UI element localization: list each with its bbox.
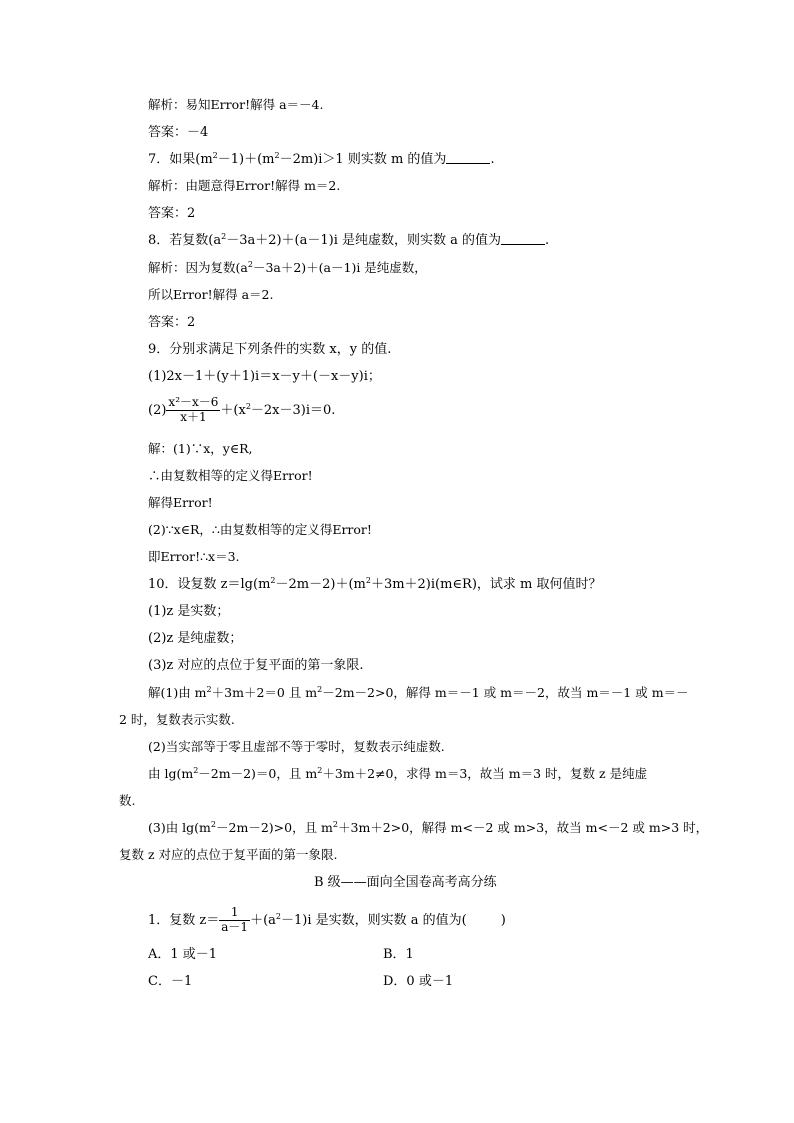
question-10-part-3: (3)z 对应的点位于复平面的第一象限.	[148, 658, 364, 673]
answer-line: 答案：－4	[148, 125, 209, 140]
question-b1: 1．复数 z＝ $\frac{1}{a-1}$ $+(a^2-1)i$ 是实数，则实数 a 的值为( )	[148, 905, 506, 934]
option-b: B．1	[383, 947, 414, 962]
answer-blank	[501, 234, 545, 245]
answer-line: 答案：2	[148, 315, 196, 330]
fraction: $\frac{1}{a-1}$	[221, 905, 249, 934]
solution-line: (3)由 $\lg(m^2-2m-2)>0$，且 $m^2+3m+2>0$，解得 m<－2 或 m>3，故当 m<－2 或 m>3 时，	[148, 820, 709, 835]
question-10: 10．设复数 $z=\lg(m^2-2m-2)+(m^2+3m+2)i(m\in R)$，试求 m 取何值时？	[148, 576, 602, 592]
analysis-line: 解析：因为复数$(a^2-3a+2)+(a-1)i$ 是纯虚数，	[148, 260, 427, 275]
solution-line: (2)当实部等于零且虚部不等于零时，复数表示纯虚数.	[148, 739, 445, 754]
answer-line: 答案：2	[148, 206, 196, 221]
solution-line: 即Error!∴x＝3.	[148, 549, 240, 564]
solution-line: 复数 z 对应的点位于复平面的第一象限.	[119, 847, 338, 862]
fraction: $\frac{\text{x²－x－6}}{x+1}$	[168, 395, 219, 424]
question-9-part-1: (1)2x－1＋(y＋1)i＝x－y＋(－x－y)i；	[148, 369, 381, 384]
analysis-line: 解析：易知Error!解得 a＝－4.	[148, 97, 324, 112]
solution-line: ∴由复数相等的定义得Error!	[148, 468, 313, 483]
analysis-line: 所以Error!解得 a＝2.	[148, 287, 274, 302]
analysis-line: 解析：由题意得Error!解得 m＝2.	[148, 178, 341, 193]
question-7: 7．如果$(m^2-1)+(m^2-2m)i>1$ 则实数 m 的值为 .	[148, 151, 495, 167]
solution-line: 数.	[119, 793, 136, 808]
question-8: 8．若复数$(a^2-3a+2)+(a-1)i$ 是纯虚数，则实数 a 的值为 .	[148, 232, 550, 248]
option-c: C．－1	[148, 974, 193, 989]
solution-line: 2 时，复数表示实数.	[119, 712, 235, 727]
solution-line: 解：(1)∵x，y∈R,	[148, 441, 253, 456]
question-9-part-2: (2) $\frac{\text{x²－x－6}}{x+1}$ $+(x^2-2x-3)i=0$.	[148, 395, 336, 424]
answer-blank	[446, 153, 490, 164]
solution-line: 由 $\lg(m^2-2m-2)=0$，且 $m^2+3m+2\ne 0$，求得 m＝3，故当 m＝3 时，复数 z 是纯虚	[148, 766, 648, 781]
question-9: 9．分别求满足下列条件的实数 x，y 的值.	[148, 342, 392, 357]
solution-line: 解(1)由 $m^2+3m+2=0$ 且 $m^2-2m-2>0$，解得 m＝－1 或 m＝－2，故当 m＝－1 或 m＝－	[148, 685, 689, 700]
question-10-part-1: (1)z 是实数；	[148, 604, 230, 619]
option-a: A．1 或－1	[148, 947, 218, 962]
option-d: D．0 或－1	[383, 974, 454, 989]
question-10-part-2: (2)z 是纯虚数；	[148, 631, 243, 646]
solution-line: (2)∵x∈R，∴由复数相等的定义得Error!	[148, 522, 372, 537]
solution-line: 解得Error!	[148, 495, 213, 510]
section-heading: B 级——面向全国卷高考高分练	[314, 875, 497, 890]
